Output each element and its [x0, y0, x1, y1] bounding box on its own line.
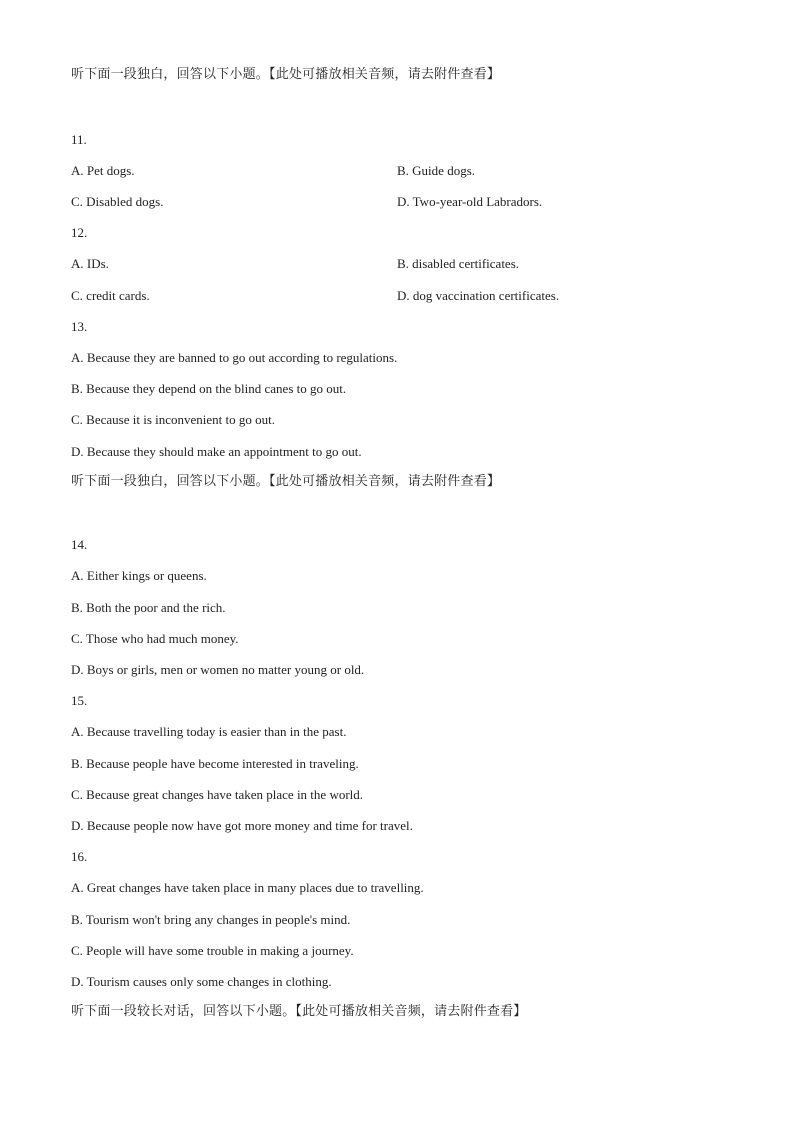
section-instruction: 听下面一段独白，回答以下小题。【此处可播放相关音频，请去附件查看】 — [71, 67, 501, 82]
option-a: A. Because they are banned to go out according to regulations. — [71, 350, 398, 365]
question-number: 14. — [71, 537, 88, 552]
question-number: 16. — [71, 849, 88, 864]
option-d: D. Because they should make an appointment to go out. — [71, 444, 362, 459]
option-d: D. Because people now have got more money and time for travel. — [71, 818, 413, 833]
option-b: B. Because they depend on the blind canes to go out. — [71, 381, 347, 396]
option-c: C. credit cards. — [71, 288, 150, 303]
option-d: D. Two-year-old Labradors. — [397, 194, 543, 209]
option-c: C. Those who had much money. — [71, 631, 239, 646]
option-b: B. Tourism won't bring any changes in people's mind. — [71, 912, 351, 927]
option-c: C. Because it is inconvenient to go out. — [71, 412, 275, 427]
option-a: A. Great changes have taken place in many places due to travelling. — [71, 880, 424, 895]
question-number: 13. — [71, 319, 88, 334]
option-d: D. Tourism causes only some changes in clothing. — [71, 974, 332, 989]
option-c: C. Because great changes have taken place in the world. — [71, 787, 364, 802]
question-number: 11. — [71, 132, 87, 147]
option-b: B. Both the poor and the rich. — [71, 600, 226, 615]
option-c: C. Disabled dogs. — [71, 194, 164, 209]
option-a: A. Either kings or queens. — [71, 568, 207, 583]
question-number: 12. — [71, 225, 88, 240]
section-instruction: 听下面一段较长对话，回答以下小题。【此处可播放相关音频，请去附件查看】 — [71, 1004, 527, 1019]
option-a: A. Because travelling today is easier than in the past. — [71, 724, 347, 739]
option-b: B. disabled certificates. — [397, 256, 520, 271]
option-b: B. Because people have become interested in traveling. — [71, 756, 359, 771]
option-a: A. IDs. — [71, 256, 109, 271]
question-number: 15. — [71, 693, 88, 708]
section-instruction: 听下面一段独白，回答以下小题。【此处可播放相关音频，请去附件查看】 — [71, 474, 501, 489]
option-a: A. Pet dogs. — [71, 163, 135, 178]
option-d: D. Boys or girls, men or women no matter young or old. — [71, 662, 365, 677]
option-c: C. People will have some trouble in making a journey. — [71, 943, 354, 958]
option-d: D. dog vaccination certificates. — [397, 288, 560, 303]
option-b: B. Guide dogs. — [397, 163, 475, 178]
